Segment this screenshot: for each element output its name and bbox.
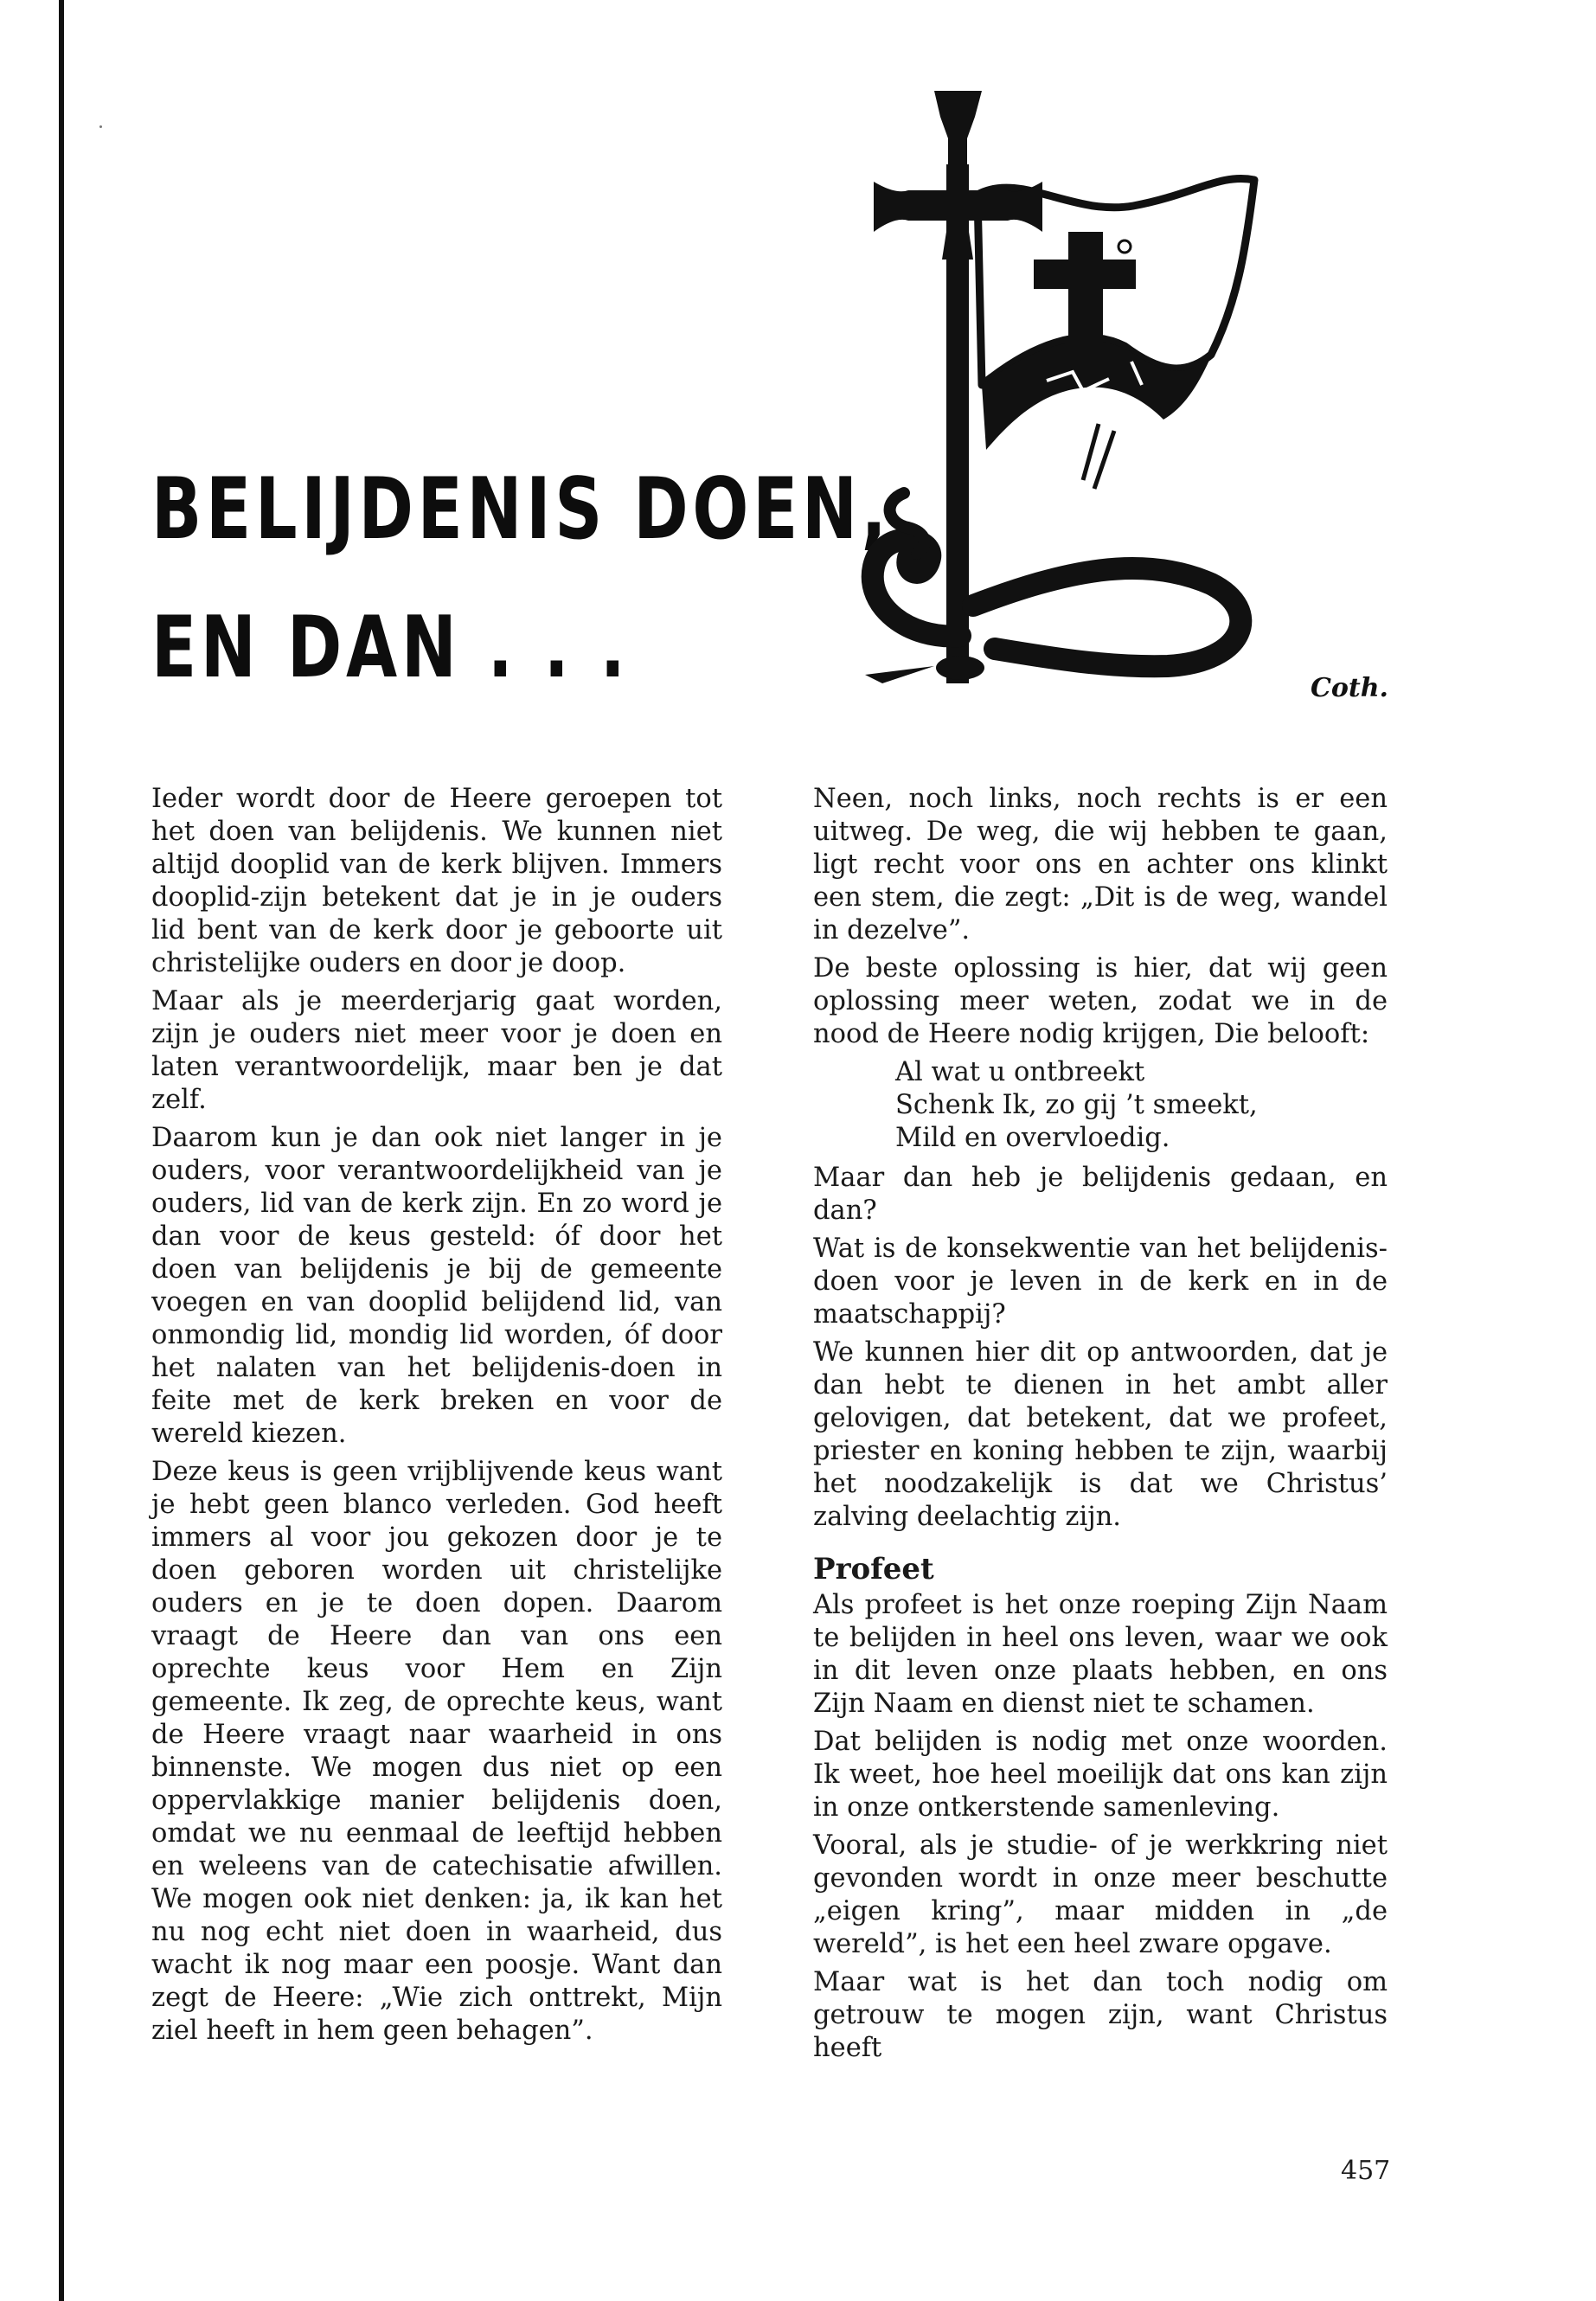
page-left-border (59, 0, 64, 2301)
serpent-body (873, 540, 1241, 666)
paragraph: Dat belijden is nodig met onze woorden. Ik weet, hoe heel moeilijk dat ons kan zijn in onze ontkerstende samenleving. (813, 1727, 1388, 1823)
staff-base (936, 656, 984, 680)
verse-line: Schenk Ik, zo gij ’t smeekt, (895, 1090, 1258, 1120)
serpent-tongue (865, 666, 934, 683)
paragraph: Ieder wordt door de Heere geroepen tot het doen van belijdenis. We kunnen niet altijd dooplid van de kerk blijven. Immers dooplid-zijn betekent dat je in je ouders lid bent van de kerk door je geboorte uit christelijke ouders en door je doop. (151, 784, 722, 978)
quoted-verse (895, 1056, 1388, 1155)
article-title-line-1: BELIJDENIS DOEN, (151, 460, 891, 559)
paragraph: Deze keus is geen vrijblijvende keus want je hebt geen blanco verleden. God heeft immers al voor jou gekozen door je te doen geboren worden uit christelijke ouders en je te doen dopen. Daarom vraagt de Heere dan van ons een oprechte keus voor Hem en Zijn gemeente. Ik zeg, de oprechte keus, want de Heere vraagt naar waarheid in ons binnenste. We mogen dus niet op een oppervlakkige manier belijdenis doen, omdat we nu eenmaal de leeftijd hebben en weleens van de catechisatie afwillen. We mogen ook niet denken: ja, ik kan het nu nog echt niet doen in waarheid, dus wacht ik nog maar een poosje. Want dan zegt de Heere: „Wie zich onttrekt, Mijn ziel heeft in hem geen behagen”. (151, 1457, 722, 2046)
print-speck (99, 125, 102, 128)
paragraph: Wat is de konsekwentie van het belijdenis-doen voor je leven in de kerk en in de maatschappij? (813, 1234, 1388, 1330)
paragraph: Neen, noch links, noch rechts is er een uitweg. De weg, die wij hebben te gaan, ligt recht voor ons en achter ons klinkt een stem, die zegt: „Dit is de weg, wandel in dezelve”. (813, 784, 1388, 945)
cross-flag-serpent-illustration (856, 87, 1393, 709)
verse-line: Al wat u ontbreekt (895, 1057, 1145, 1087)
section-heading-profeet: Profeet (813, 1552, 934, 1586)
paragraph: De beste oplossing is hier, dat wij geen oplossing meer weten, zodat we in de nood de Heere nodig krijgen, Die belooft: (813, 953, 1388, 1049)
paragraph: Maar dan heb je belijdenis gedaan, en dan? (813, 1163, 1388, 1226)
page-number: 457 (1341, 2156, 1391, 2186)
paragraph: Maar wat is het dan toch nodig om getrouw te mogen zijn, want Christus heeft (813, 1967, 1388, 2063)
serpent-zigzag (1003, 604, 1211, 625)
verse-line: Mild en overvloedig. (895, 1123, 1170, 1153)
paragraph: We kunnen hier dit op antwoorden, dat je dan hebt te dienen in het ambt aller gelovigen, dat betekent, dat we profeet, priester en koning hebben te zijn, waarbij het noodzakelijk is dat we Christus’ zalving deelachtig zijn. (813, 1337, 1388, 1532)
left-text-column (151, 783, 722, 2053)
article-title-line-2: EN DAN . . . (151, 599, 630, 697)
paragraph: Als profeet is het onze roeping Zijn Naam te belijden in heel ons leven, waar we ook in dit leven onze plaats hebben, en ons Zijn Naam en dienst niet te schamen. (813, 1590, 1388, 1719)
paragraph: Maar als je meerderjarig gaat worden, zijn je ouders niet meer voor je doen en laten verantwoordelijk, maar ben je dat zelf. (151, 986, 722, 1115)
paragraph: Daarom kun je dan ook niet langer in je ouders, voor verantwoordelijkheid van je ouders, lid van de kerk zijn. En zo word je dan voor de keus gesteld: óf door het doen van belijdenis je bij de gemeente voegen en van dooplid belijdend lid, van onmondig lid, mondig lid worden, óf door het nalaten van het belijdenis-doen in feite met de kerk breken en voor de wereld kiezen. (151, 1123, 722, 1449)
artist-signature: Coth. (1311, 673, 1388, 703)
paragraph: Vooral, als je studie- of je werkkring niet gevonden wordt in onze meer beschutte „eigen kring”, maar midden in „de wereld”, is het een heel zware opgave. (813, 1830, 1388, 1959)
wind-lines (1083, 424, 1114, 489)
right-text-column (813, 783, 1388, 2070)
